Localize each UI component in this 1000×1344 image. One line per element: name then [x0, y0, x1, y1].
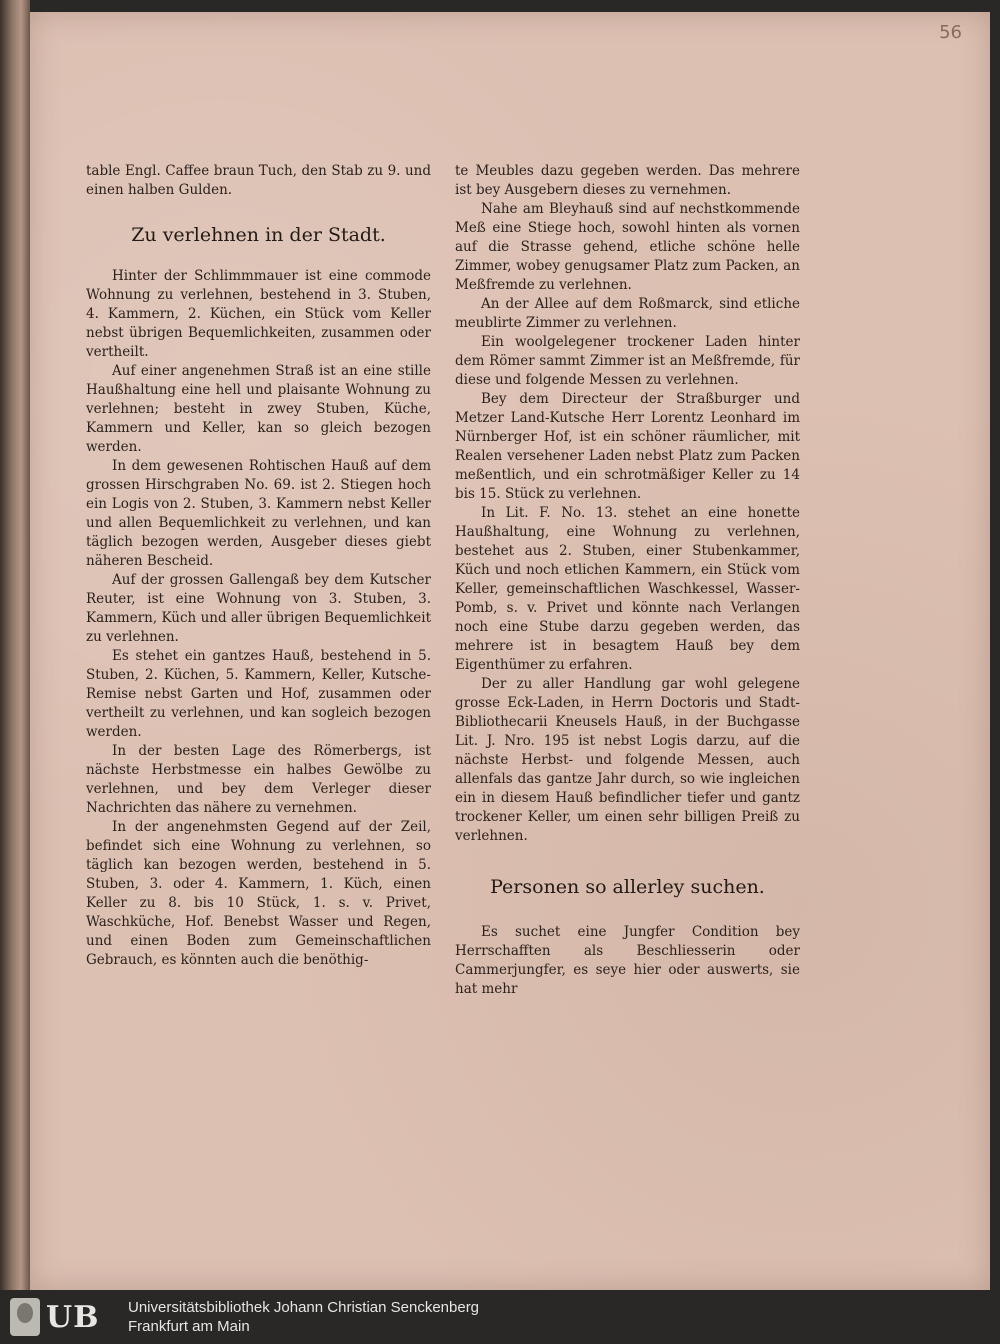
- left-column: [86, 162, 431, 970]
- paragraph: An der Allee auf dem Roßmarck, sind etliche meublirte Zimmer zu verlehnen.: [455, 296, 800, 331]
- paragraph: Es stehet ein gantzes Hauß, bestehend in 5. Stuben, 2. Küchen, 5. Kammern, Keller, Kutsche-Remise nebst Garten und Hof, zusammen oder vertheilt zu verlehnen, und kan sogleich bezogen werden.: [86, 648, 431, 740]
- document-page: [30, 12, 990, 1290]
- paragraph: Auf der grossen Gallengaß bey dem Kutscher Reuter, ist eine Wohnung von 3. Stuben, 3. Kammern, Küch und aller übrigen Bequemlichkeit zu verlehnen.: [86, 572, 431, 645]
- adjacent-page-edge: [0, 0, 30, 1290]
- library-name-line2: Frankfurt am Main: [128, 1318, 250, 1335]
- paragraph: Bey dem Directeur der Straßburger und Metzer Land-Kutsche Herr Lorentz Leonhard im Nürnberger Hof, ist ein schöner räumlicher, mit Realen versehener Laden nebst Platz zum Packen meßentlich, und ein schrotmäßiger Keller zu 14 bis 15. Stück zu verlehnen.: [455, 391, 800, 502]
- paragraph: In Lit. F. No. 13. stehet an eine honette Haußhaltung, eine Wohnung zu verlehnen, bestehet aus 2. Stuben, einer Stubenkammer, Küch und noch etlichen Kammern, ein Stück vom Keller, gemeinschaftlichen Waschkessel, Wasser-Pomb, s. v. Privet und könnte nach Verlangen noch eine Stube darzu gegeben werden, das mehrere ist in besagtem Hauß bey dem Eigenthümer zu erfahren.: [455, 505, 800, 673]
- page-number: 56: [939, 22, 962, 43]
- library-name-line1: Universitätsbibliothek Johann Christian Senckenberg: [128, 1299, 480, 1316]
- paragraph: Ein woolgelegener trockener Laden hinter dem Römer sammt Zimmer ist an Meßfremde, für diese und folgende Messen zu verlehnen.: [455, 334, 800, 388]
- paragraph: In der besten Lage des Römerbergs, ist nächste Herbstmesse ein halbes Gewölbe zu verlehnen, und bey dem Verleger dieser Nachrichten das nähere zu vernehmen.: [86, 743, 431, 816]
- paragraph: Der zu aller Handlung gar wohl gelegene grosse Eck-Laden, in Herrn Doctoris und Stadt-Bibliothecarii Kneusels Hauß, in der Buchgasse Lit. J. Nro. 195 ist nebst Logis darzu, auf die nächste Herbst- und folgende Messen, auch allenfals das gantze Jahr durch, so wie ingleichen ein in diesem Hauß befindlicher tiefer und gantz trockener Keller, um einen sehr billigen Preiß zu verlehnen.: [455, 676, 800, 844]
- portrait-icon: [10, 1298, 40, 1336]
- library-logo: [10, 1297, 120, 1337]
- paragraph: Nahe am Bleyhauß sind auf nechstkommende Meß eine Stiege hoch, sowohl hinten als vornen auf die Strasse gehend, etliche schöne helle Zimmer, wobey genugsamer Platz zum Packen, an Meßfremde zu verlehnen.: [455, 201, 800, 293]
- right-column: [455, 162, 800, 999]
- paragraph: table Engl. Caffee braun Tuch, den Stab zu 9. und einen halben Gulden.: [86, 163, 431, 198]
- paragraph: Auf einer angenehmen Straß ist an eine stille Haußhaltung eine hell und plaisante Wohnung zu verlehnen; besteht in zwey Stuben, Küche, Kammern und Keller, kan so gleich bezogen werden.: [86, 363, 431, 455]
- paragraph: In dem gewesenen Rohtischen Hauß auf dem grossen Hirschgraben No. 69. ist 2. Stiegen hoch ein Logis von 2. Stuben, 3. Kammern nebst Keller und allen Bequemlichkeit zu verlehnen, und kan täglich bezogen werden, Ausgeber dieses giebt näheren Bescheid.: [86, 458, 431, 569]
- logo-text: UB: [46, 1299, 100, 1335]
- section-heading-seeking: Personen so allerley suchen.: [490, 876, 765, 898]
- section-heading-rentals: Zu verlehnen in der Stadt.: [131, 224, 386, 246]
- paragraph: Es suchet eine Jungfer Condition bey Herrschafften als Beschliesserin oder Cammerjungfer, es seye hier oder auswerts, sie hat mehr: [455, 924, 800, 997]
- library-name: [128, 1298, 479, 1336]
- library-footer: [0, 1290, 1000, 1344]
- paragraph: Hinter der Schlimmmauer ist eine commode Wohnung zu verlehnen, bestehend in 3. Stuben, 4. Kammern, 2. Küchen, ein Stück vom Keller nebst übrigen Bequemlichkeiten, zusammen oder vertheilt.: [86, 268, 431, 360]
- paragraph: In der angenehmsten Gegend auf der Zeil, befindet sich eine Wohnung zu verlehnen, so täglich kan bezogen werden, bestehend in 5. Stuben, 3. oder 4. Kammern, 1. Küch, einen Keller zu 8. bis 10 Stück, 1. s. v. Privet, Waschküche, Hof. Benebst Wasser und Regen, und einen Boden zum Gemeinschaftlichen Gebrauch, es könnten auch die benöthig-: [86, 819, 431, 968]
- paragraph: te Meubles dazu gegeben werden. Das mehrere ist bey Ausgebern dieses zu vernehmen.: [455, 163, 800, 198]
